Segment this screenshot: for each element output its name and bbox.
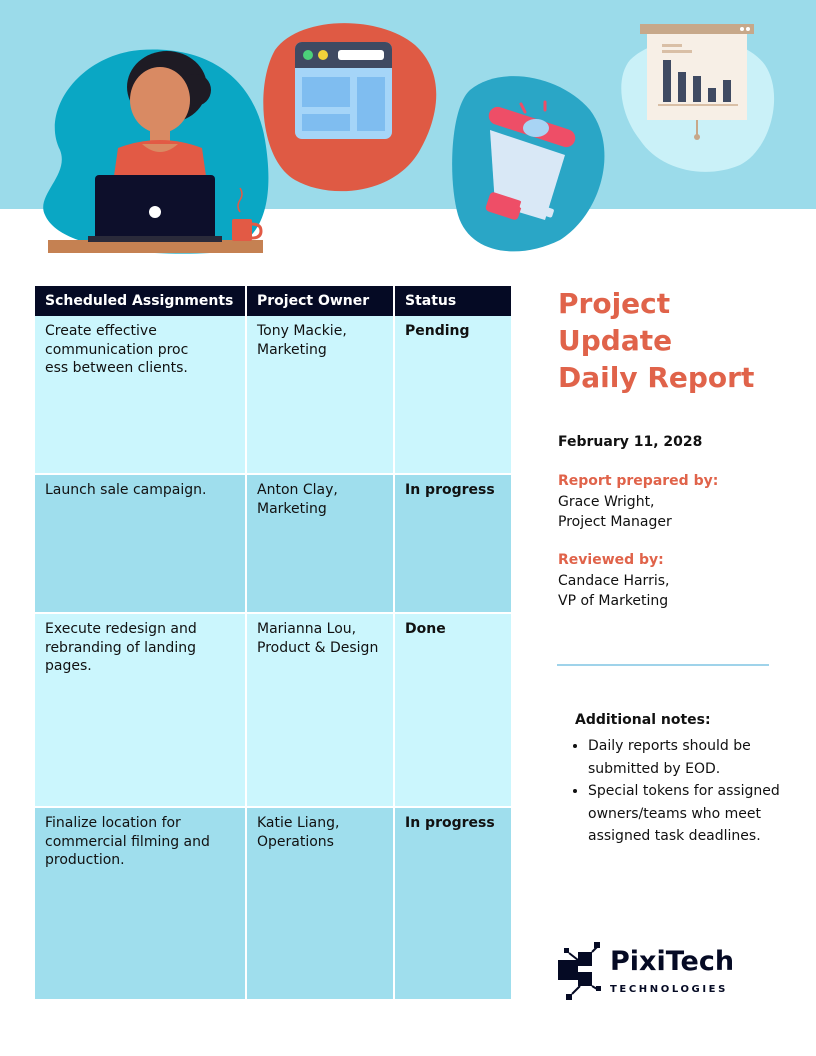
owner-cell: Katie Liang, Operations xyxy=(246,807,394,1000)
owner-cell: Anton Clay, Marketing xyxy=(246,474,394,613)
assignment-cell: Launch sale campaign. xyxy=(35,474,246,613)
owner-cell: Marianna Lou, Product & Design xyxy=(246,613,394,807)
column-header-owner: Project Owner xyxy=(246,286,394,316)
table-header-row xyxy=(35,286,511,316)
assignment-cell: Execute redesign and rebranding of landing pages. xyxy=(35,613,246,807)
owner-cell: Tony Mackie, Marketing xyxy=(246,316,394,474)
table-row xyxy=(35,316,511,474)
report-title-line: Daily Report xyxy=(558,361,755,394)
report-title xyxy=(558,285,798,396)
report-date: February 11, 2028 xyxy=(558,434,703,450)
reviewed-by-label: Reviewed by: xyxy=(558,552,664,568)
status-cell: In progress xyxy=(394,474,511,613)
browser-window-icon xyxy=(263,23,436,191)
logo-wordmark: PixiTech xyxy=(610,946,735,977)
list-item: • Daily reports should be submitted by EOD. xyxy=(588,735,793,780)
report-title-line: Project xyxy=(558,287,671,320)
section-divider xyxy=(557,664,769,666)
prepared-by-label: Report prepared by: xyxy=(558,473,719,489)
prepared-by-role: Project Manager xyxy=(558,514,672,530)
company-logo xyxy=(556,938,756,1006)
assignments-table xyxy=(35,286,511,1001)
table-row xyxy=(35,613,511,807)
list-item: • Special tokens for assigned owners/teams who meet assigned task deadlines. xyxy=(588,780,793,848)
report-title-line: Update xyxy=(558,324,673,357)
status-cell: In progress xyxy=(394,807,511,1000)
status-cell: Pending xyxy=(394,316,511,474)
table-row xyxy=(35,474,511,613)
megaphone-icon xyxy=(452,76,604,251)
table-row xyxy=(35,807,511,1000)
prepared-by-name: Grace Wright, xyxy=(558,494,655,510)
logo-tagline: TECHNOLOGIES xyxy=(610,984,728,995)
status-cell: Done xyxy=(394,613,511,807)
bar-chart-board-icon xyxy=(621,24,774,172)
reviewed-by-name: Candace Harris, xyxy=(558,573,670,589)
assignment-cell: Create effective communication proc ess between clients. xyxy=(35,316,246,474)
header-illustrations xyxy=(0,0,816,270)
assignment-cell: Finalize location for commercial filming and production. xyxy=(35,807,246,1000)
column-header-status: Status xyxy=(394,286,511,316)
woman-at-laptop-illustration xyxy=(43,50,268,254)
reviewed-by-role: VP of Marketing xyxy=(558,593,669,609)
column-header-assignments: Scheduled Assignments xyxy=(35,286,246,316)
notes-title: Additional notes: xyxy=(575,712,711,728)
pixitech-logo-icon xyxy=(556,938,610,1006)
notes-list xyxy=(570,735,793,848)
